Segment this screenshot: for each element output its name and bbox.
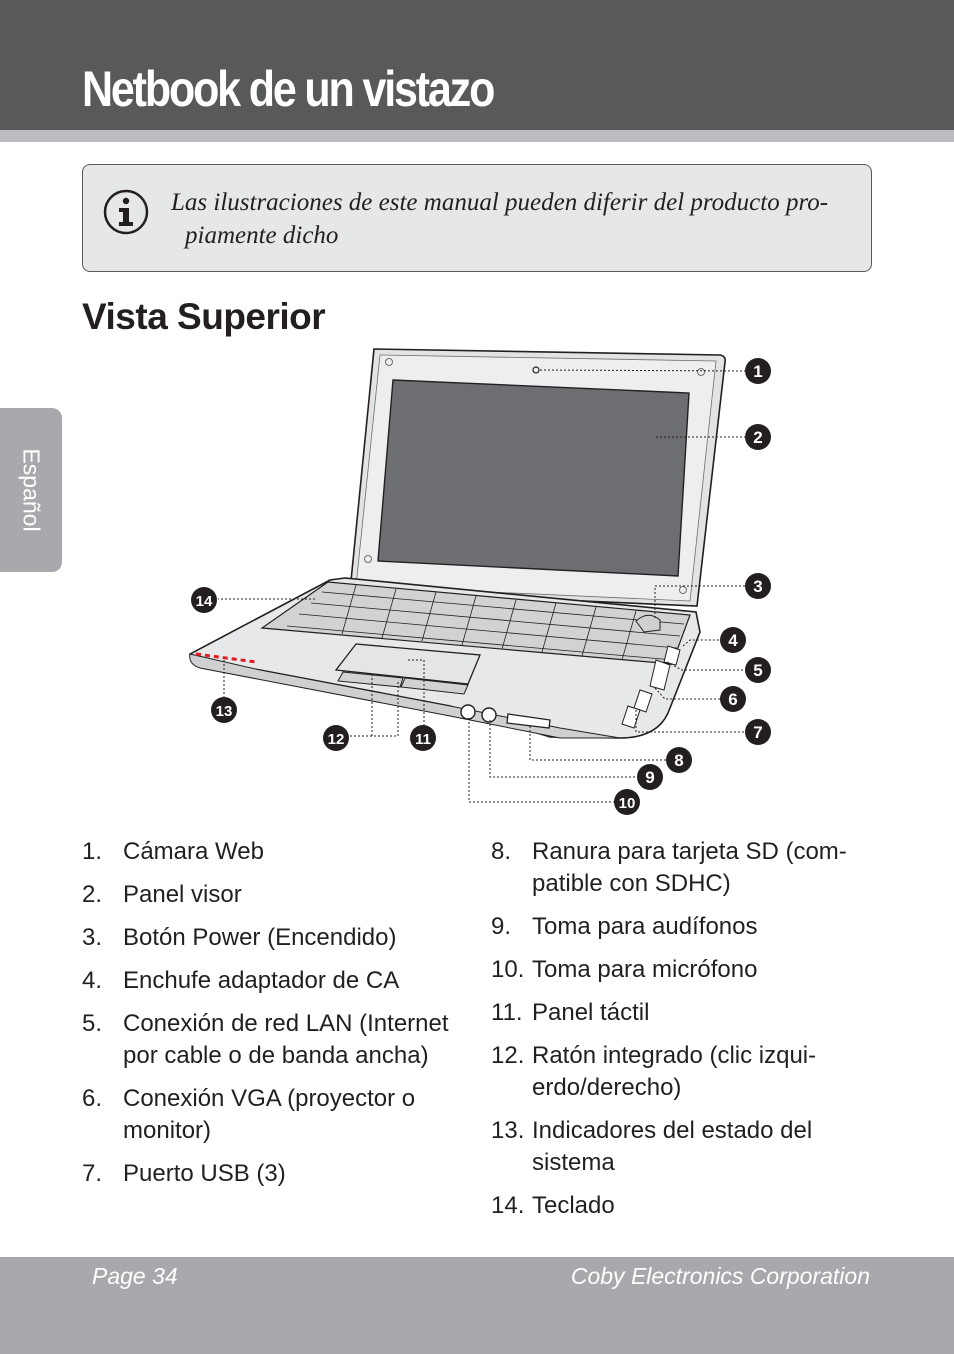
callout-label-13: 13 xyxy=(215,703,233,720)
list-item xyxy=(82,965,472,997)
list-item-text: Conexión de red LAN (Internet por cable o de banda ancha) xyxy=(123,1010,449,1069)
callout-label-1: 1 xyxy=(753,362,763,381)
callout-label-3: 3 xyxy=(753,577,763,596)
page-number: Page 34 xyxy=(92,1263,178,1289)
callout-label-4: 4 xyxy=(728,631,738,650)
callout-label-11: 11 xyxy=(415,731,431,748)
callout-label-8: 8 xyxy=(674,751,684,770)
list-item-text: Teclado xyxy=(532,1192,615,1219)
callout-label-2: 2 xyxy=(753,428,763,447)
list-item-text: Ranura para tarjeta SD (com-patible con SDHC) xyxy=(532,838,847,897)
list-item xyxy=(82,1158,472,1190)
list-item-number: 8. xyxy=(491,838,512,865)
callout-label-9: 9 xyxy=(645,768,655,787)
list-item xyxy=(491,997,871,1029)
list-item-text: Puerto USB (3) xyxy=(123,1160,286,1187)
list-item xyxy=(82,922,472,954)
list-item-text: Enchufe adaptador de CA xyxy=(123,967,400,994)
callout-label-14: 14 xyxy=(195,593,213,610)
netbook-illustration xyxy=(136,349,725,738)
list-item-number: 12. xyxy=(491,1042,525,1069)
list-item xyxy=(491,836,871,900)
company-name: Coby Electronics Corporation xyxy=(570,1263,870,1289)
list-item-number: 14. xyxy=(491,1192,525,1219)
display-screen xyxy=(378,380,689,576)
language-tab-label: Español xyxy=(18,448,45,532)
list-item xyxy=(491,911,871,943)
headphone-jack-icon xyxy=(461,705,475,719)
callout-label-10: 10 xyxy=(618,795,636,812)
list-item-text: Panel visor xyxy=(123,881,242,908)
page-title: Netbook de un vistazo xyxy=(82,61,494,117)
list-item-text: Toma para audífonos xyxy=(532,913,758,940)
list-item-number: 13. xyxy=(491,1117,525,1144)
callout-label-5: 5 xyxy=(753,661,763,680)
list-item-text: Panel táctil xyxy=(532,999,650,1026)
list-item-text: Toma para micrófono xyxy=(532,956,758,983)
list-item xyxy=(82,1083,472,1147)
list-item-number: 2. xyxy=(82,881,103,908)
list-item-number: 1. xyxy=(82,838,103,865)
mic-jack-icon xyxy=(482,708,496,722)
note-line-1: Las ilustraciones de este manual pueden diferir del producto pro- xyxy=(171,189,829,216)
list-item xyxy=(491,954,871,986)
list-item-text: Conexión VGA (proyector o monitor) xyxy=(123,1085,416,1144)
list-item-text: Indicadores del estado del sistema xyxy=(532,1117,813,1176)
list-item-number: 11. xyxy=(491,999,523,1026)
list-item-text: Cámara Web xyxy=(123,838,264,865)
list-item-number: 3. xyxy=(82,924,103,951)
note-line-2: piamente dicho xyxy=(185,222,339,249)
section-title: Vista Superior xyxy=(82,296,326,337)
list-item-number: 5. xyxy=(82,1010,103,1037)
list-item xyxy=(82,879,472,911)
list-item-number: 9. xyxy=(491,913,512,940)
list-item-text: Botón Power (Encendido) xyxy=(123,924,397,951)
list-item xyxy=(82,1008,472,1072)
component-list-right xyxy=(491,836,871,1233)
list-item xyxy=(82,836,472,868)
list-item-number: 6. xyxy=(82,1085,103,1112)
list-item xyxy=(491,1040,871,1104)
list-item-number: 4. xyxy=(82,967,103,994)
list-item-number: 7. xyxy=(82,1160,103,1187)
callout-label-7: 7 xyxy=(753,723,763,742)
callout-label-6: 6 xyxy=(728,690,738,709)
list-item-number: 10. xyxy=(491,956,525,983)
list-item xyxy=(491,1115,871,1179)
component-list-left xyxy=(82,836,472,1201)
footer xyxy=(0,1257,954,1354)
list-item xyxy=(491,1190,871,1222)
callout-label-12: 12 xyxy=(327,731,345,748)
list-item-text: Ratón integrado (clic izqui-erdo/derecho) xyxy=(532,1042,817,1101)
